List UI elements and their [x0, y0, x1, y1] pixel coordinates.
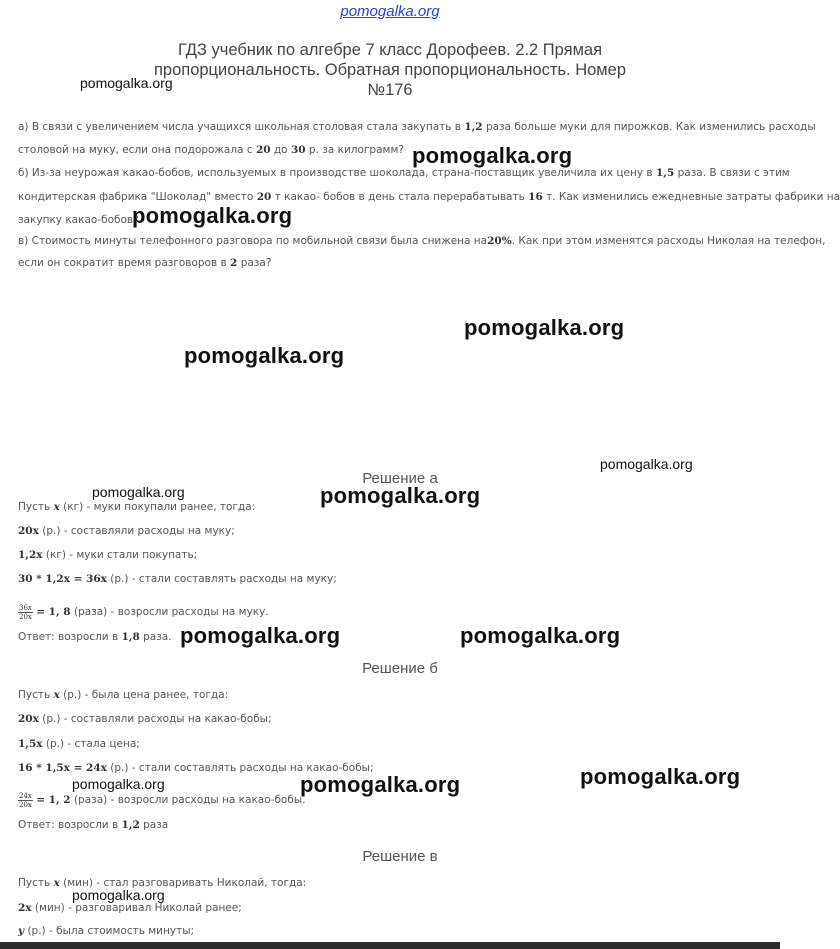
- solution-b-line-4: 16 * 1,5x = 24x (р.) - стали составлять расходы на какао-бобы;: [18, 762, 374, 774]
- title-line-2: пропорциональность. Обратная пропорциональность. Номер: [153, 61, 626, 79]
- solution-b-line-2: 20x (р.) - составляли расходы на какао-бобы;: [18, 713, 272, 725]
- solution-c-line-2: 2x (мин) - разговаривал Николай ранее;: [18, 902, 242, 914]
- solution-b-answer: Ответ: возросли в 1,2 раза: [18, 819, 169, 831]
- watermark: pomogalka.org: [80, 75, 173, 91]
- watermark: pomogalka.org: [600, 456, 693, 472]
- solution-c-line-3: y (р.) - была стоимость минуты;: [18, 925, 195, 937]
- watermark: pomogalka.org: [180, 623, 341, 648]
- watermark: pomogalka.org: [412, 143, 573, 168]
- fraction: $\frac{36x}{20x}$: [19, 603, 32, 621]
- solution-b-line-3: 1,5x (р.) - стала цена;: [18, 738, 140, 750]
- solution-b-heading: Решение б: [362, 660, 438, 677]
- solution-a-line-5: $\frac{36x}{20x}$ = 1, 8 (раза) - возросли расходы на муку.: [19, 603, 269, 621]
- watermark: pomogalka.org: [464, 315, 625, 340]
- solution-a-line-2: 20x (р.) - составляли расходы на муку;: [18, 525, 235, 537]
- fraction: $\frac{24x}{20x}$: [19, 791, 32, 809]
- solution-a-line-3: 1,2x (кг) - муки стали покупать;: [18, 549, 198, 561]
- solution-b-line-1: Пусть x (р.) - была цена ранее, тогда:: [18, 689, 229, 701]
- solution-a-answer: Ответ: возросли в 1,8 раза.: [18, 631, 172, 643]
- watermark: pomogalka.org: [184, 343, 345, 368]
- title-line-3: №176: [367, 81, 413, 99]
- watermark: pomogalka.org: [300, 772, 461, 797]
- watermark: pomogalka.org: [92, 484, 185, 500]
- watermark: pomogalka.org: [320, 483, 481, 508]
- watermark: pomogalka.org: [72, 887, 165, 903]
- solution-b-line-5: $\frac{24x}{20x}$ = 1, 2 (раза) - возросли расходы на какао-бобы.: [19, 791, 306, 809]
- watermark: pomogalka.org: [132, 203, 293, 228]
- bottom-bar: [0, 942, 780, 949]
- problem-c-line-1: в) Стоимость минуты телефонного разговора по мобильной связи была снижена на20%. Как при этом изменятся расходы Николая на телефон,: [18, 235, 826, 247]
- title-line-1: ГДЗ учебник по алгебре 7 класс Дорофеев. 2.2 Прямая: [177, 41, 603, 59]
- watermark: pomogalka.org: [72, 776, 165, 792]
- solution-c-heading: Решение в: [362, 848, 438, 865]
- watermark: pomogalka.org: [580, 764, 741, 789]
- problem-b-line-3: закупку какао-бобов?: [18, 214, 139, 226]
- site-header-link[interactable]: pomogalka.org: [340, 3, 440, 20]
- problem-c-line-2: если он сократит время разговоров в 2 раза?: [18, 257, 272, 269]
- solution-c-line-1: Пусть x (мин) - стал разговаривать Николай, тогда:: [18, 877, 307, 889]
- problem-b-line-2: кондитерская фабрика "Шоколад" вместо 20 т какао- бобов в день стала перерабатывать 16 т. Как изменились ежедневные затраты фабрики на: [18, 191, 840, 203]
- solution-a-heading: Решение а: [362, 470, 438, 487]
- problem-b-line-1: б) Из-за неурожая какао-бобов, используемых в производстве шоколада, страна-поставщик увеличила их цену в 1,5 раза. В связи с этим: [18, 167, 790, 179]
- solution-a-line-4: 30 * 1,2x = 36x (р.) - стали составлять расходы на муку;: [18, 573, 337, 585]
- solution-a-line-1: Пусть x (кг) - муки покупали ранее, тогда:: [18, 501, 256, 513]
- problem-a-line-1: а) В связи с увеличением числа учащихся школьная столовая стала закупать в 1,2 раза больше муки для пирожков. Как изменились расходы: [18, 121, 816, 133]
- page-title: [0, 40, 780, 100]
- problem-a-line-2: столовой на муку, если она подорожала с 20 до 30 р. за килограмм?: [18, 144, 404, 156]
- watermark: pomogalka.org: [460, 623, 621, 648]
